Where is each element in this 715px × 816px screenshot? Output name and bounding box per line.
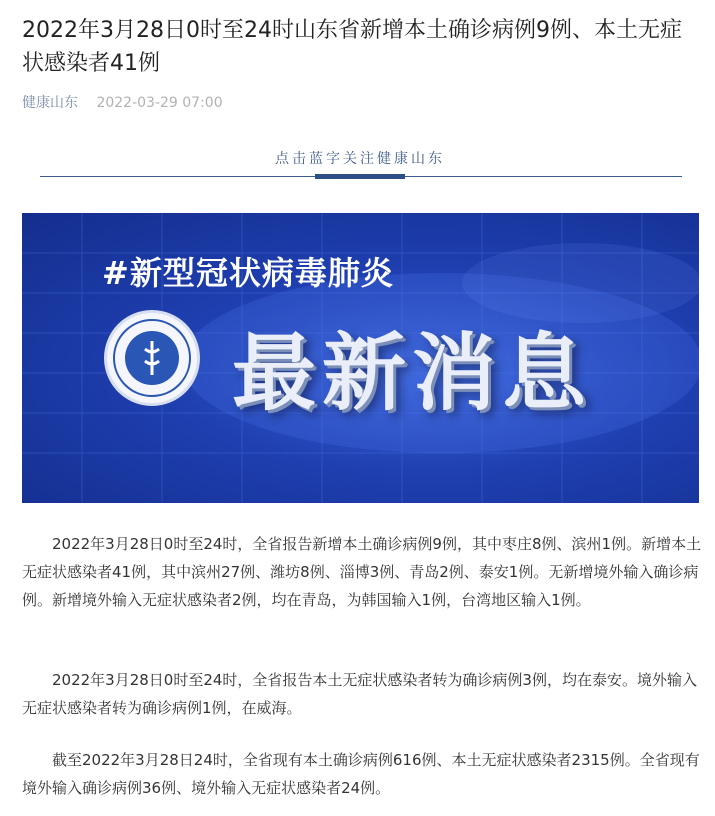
banner-headline: 最新消息 [232, 324, 593, 422]
follow-prompt[interactable]: 点击蓝字关注健康山东 [275, 151, 445, 167]
emblem-ring-icon [107, 313, 197, 403]
paragraph-new-cases: 2022年3月28日0时至24时，全省报告新增本土确诊病例9例，其中枣庄8例、滨州1例。新增本土无症状感染者41例，其中滨州27例、潍坊8例、淄博3例、青岛2例、泰安1例。无新增境外输入确诊病例。新增境外输入无症状感染者2例，均在青岛，为韩国输入1例，台湾地区输入1例。 [22, 535, 702, 609]
article-title: 2022年3月28日0时至24时山东省新增本土确诊病例9例、本土无症状感染者41例 [22, 18, 682, 76]
account-name-link[interactable]: 健康山东 [22, 95, 78, 111]
health-commission-emblem-icon [104, 310, 200, 406]
article-meta [22, 92, 223, 112]
paragraph-conversions: 2022年3月28日0时至24时，全省报告本土无症状感染者转为确诊病例3例，均在泰安。境外输入无症状感染者转为确诊病例1例，在威海。 [22, 671, 697, 717]
paragraph-current-totals: 截至2022年3月28日24时，全省现有本土确诊病例616例、本土无症状感染者2315例。全省现有境外输入确诊病例36例、境外输入无症状感染者24例。 [22, 751, 700, 797]
publish-date: 2022-03-29 07:00 [96, 95, 223, 111]
banner-hashtag: #新型冠状病毒肺炎 [102, 254, 394, 292]
divider-accent [315, 174, 405, 179]
